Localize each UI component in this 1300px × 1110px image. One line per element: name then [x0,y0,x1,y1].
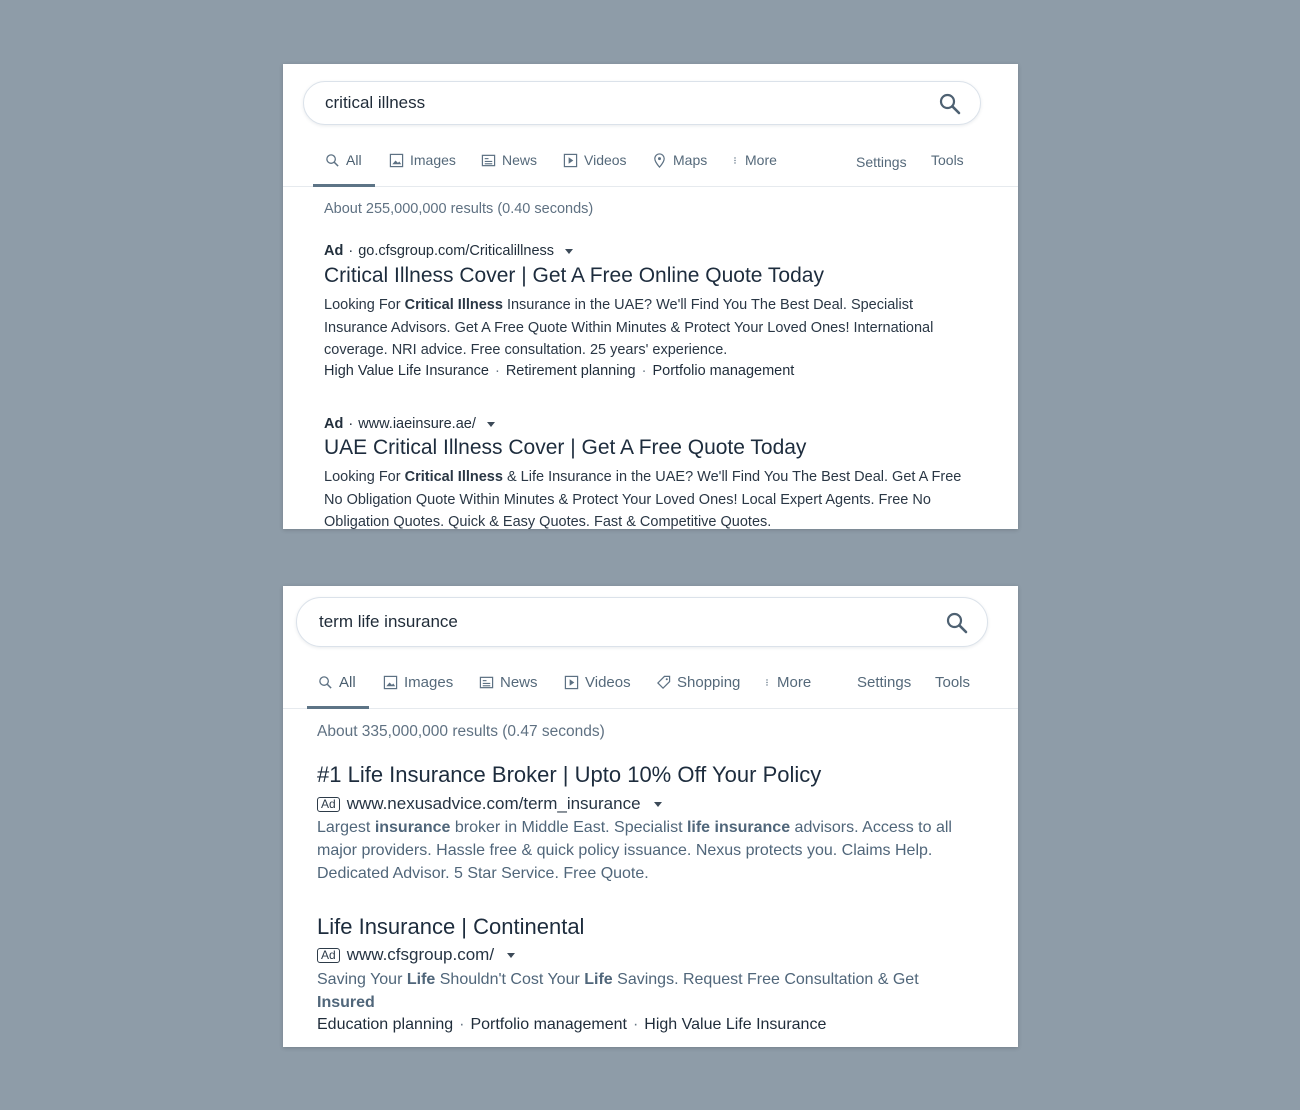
ad-url-line: Ad · www.iaeinsure.ae/ [324,416,495,432]
dropdown-arrow-icon[interactable] [565,249,573,254]
search-query-text[interactable]: critical illness [325,93,426,112]
ad-display-url[interactable]: go.cfsgroup.com/Criticalillness [358,243,555,259]
ad-sitelinks: High Value Life Insurance · Retirement planning · Portfolio management [324,363,795,379]
sitelink[interactable]: Retirement planning [505,363,636,379]
tab-maps[interactable]: Maps [652,152,707,168]
sitelink[interactable]: High Value Life Insurance [324,363,489,379]
tab-images[interactable]: Images [383,674,453,691]
ad-label: Ad [324,243,344,259]
sitelink[interactable]: Education planning [317,1016,454,1033]
search-input[interactable] [296,597,988,647]
tools-link[interactable]: Tools [931,152,964,168]
ad-description: Saving Your Life Shouldn't Cost Your Life Savings. Request Free Consultation & Get Insured [317,971,919,1011]
search-tabs [283,142,1018,187]
tab-news[interactable]: News [481,152,537,168]
dropdown-arrow-icon[interactable] [654,802,662,807]
settings-link[interactable]: Settings [856,154,907,170]
search-icon[interactable] [938,92,962,116]
dropdown-arrow-icon[interactable] [507,953,515,958]
active-tab-indicator [313,184,375,187]
ad-title-link[interactable]: UAE Critical Illness Cover | Get A Free Quote Today [324,436,807,459]
search-input[interactable] [303,81,981,125]
ad-title-link[interactable]: Critical Illness Cover | Get A Free Online Quote Today [324,264,824,287]
ad-url-line [317,945,515,965]
search-query-text[interactable]: term life insurance [319,612,458,631]
ad-badge: Ad [317,797,340,812]
dropdown-arrow-icon[interactable] [487,422,495,427]
tab-more[interactable]: More [731,152,777,168]
tab-videos[interactable]: Videos [564,674,631,691]
ad-sitelinks: Education planning · Portfolio management · High Value Life Insurance [317,1016,827,1033]
newspaper-icon [479,675,494,690]
tab-videos[interactable]: Videos [563,152,627,168]
active-tab-indicator [307,706,369,709]
ad-description: Looking For Critical Illness Insurance in the UAE? We'll Find You The Best Deal. Specialist Insurance Advisors. Get A Free Quote Within Minutes & Protect Your Loved Ones! International coverage. NRI advice. Free consultation. 25 years' experience. [324,297,934,358]
ad-display-url[interactable]: www.nexusadvice.com/term_insurance [346,794,641,813]
ad-badge: Ad [317,948,340,963]
settings-link[interactable]: Settings [857,674,912,691]
sitelink[interactable]: Portfolio management [652,363,795,379]
map-pin-icon [652,153,667,168]
tab-all[interactable]: All [325,152,362,168]
search-results-panel-term-life [283,586,1018,1047]
search-results-panel-critical-illness [283,64,1018,529]
tag-icon [656,675,671,690]
ad-description: Looking For Critical Illness & Life Insurance in the UAE? We'll Find You The Best Deal. Get A Free No Obligation Quote Within Minutes & Protect Your Loved Ones! Local Expert Agents. Free No Obligation Quotes. Quick & Easy Quotes. Fast & Competitive Quotes. [324,469,962,529]
ad-url-line [317,794,662,814]
tab-shopping[interactable]: Shopping [656,674,740,691]
tab-news[interactable]: News [479,674,538,691]
result-stats: About 255,000,000 results (0.40 seconds) [324,201,594,217]
image-icon [389,153,404,168]
sitelink[interactable]: High Value Life Insurance [644,1016,827,1033]
ad-url-line: Ad · go.cfsgroup.com/Criticalillness [324,243,573,259]
tab-more[interactable]: More [763,674,811,691]
more-vertical-icon [731,153,739,168]
search-icon[interactable] [945,611,969,635]
tab-all[interactable]: All [318,674,356,691]
search-icon [318,675,333,690]
sitelink[interactable]: Portfolio management [470,1016,627,1033]
ad-title-link[interactable]: #1 Life Insurance Broker | Upto 10% Off Your Policy [317,762,822,787]
tools-link[interactable]: Tools [935,674,971,691]
search-tabs [283,664,1018,709]
more-vertical-icon [763,675,771,690]
image-icon [383,675,398,690]
search-icon [325,153,340,168]
play-icon [564,675,579,690]
ad-display-url[interactable]: www.iaeinsure.ae/ [358,416,476,432]
ad-display-url[interactable]: www.cfsgroup.com/ [346,945,495,964]
ad-label: Ad [324,416,344,432]
newspaper-icon [481,153,496,168]
result-stats: About 335,000,000 results (0.47 seconds) [317,723,605,740]
ad-description: Largest insurance broker in Middle East. Specialist life insurance advisors. Access to all major providers. Hassle free & quick policy issuance. Nexus protects you. Claims Help. Dedicated Advisor. 5 Star Service. Free Quote. [317,819,952,882]
play-icon [563,153,578,168]
ad-title-link[interactable]: Life Insurance | Continental [317,914,585,939]
tab-images[interactable]: Images [389,152,456,168]
